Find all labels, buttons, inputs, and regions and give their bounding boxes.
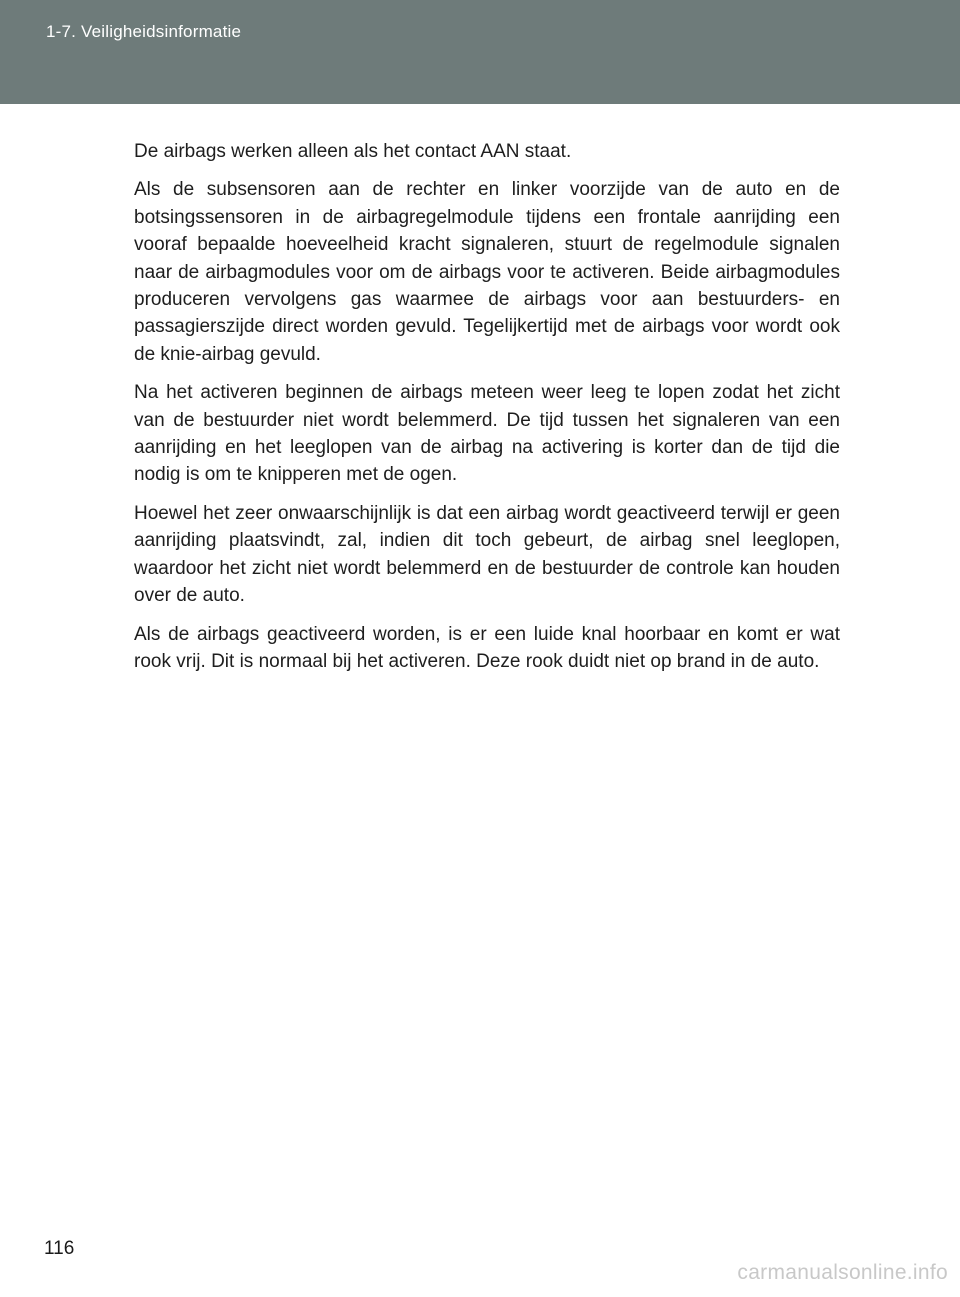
paragraph-airbag-activation-condition: De airbags werken alleen als het contact AAN staat. <box>134 141 572 162</box>
header-band <box>0 0 960 104</box>
paragraph-accidental-deployment: Hoewel het zeer onwaarschijnlijk is dat een airbag wordt geactiveerd terwijl er geen aanrijding plaatsvindt, zal, indien dit toch gebeurt, de airbag snel leeglopen, waardoor het zicht niet wordt belemmerd en de bestuurder de controle kan houden over de auto. <box>134 502 840 607</box>
page-content <box>134 138 840 686</box>
paragraph-sensor-deployment: Als de subsensoren aan de rechter en linker voorzijde van de auto en de botsingssensoren in de airbagregelmodule tijdens een frontale aanrijding een vooraf bepaalde hoeveelheid kracht signaleren, stuurt de regelmodule signalen naar de airbagmodules voor om de airbags voor te activeren. Beide airbagmodules produceren vervolgens gas waarmee de airbags voor aan bestuurders- en passagierszijde direct worden gevuld. Tegelijkertijd met de airbags voor wordt ook de knie-airbag gevuld. <box>134 179 840 365</box>
paragraph-deflation: Na het activeren beginnen de airbags meteen weer leeg te lopen zodat het zicht van de bestuurder niet wordt belemmerd. De tijd tussen het signaleren van een aanrijding en het leeglopen van de airbag na activering is korter dan de tijd die nodig is om te knipperen met de ogen. <box>134 382 840 486</box>
watermark: carmanualsonline.info <box>737 1261 948 1284</box>
section-title: 1-7. Veiligheidsinformatie <box>46 22 242 41</box>
paragraph-noise-and-smoke: Als de airbags geactiveerd worden, is er een luide knal hoorbaar en komt er wat rook vrij. Dit is normaal bij het activeren. Deze rook duidt niet op brand in de auto. <box>134 623 840 672</box>
page-number: 116 <box>44 1238 75 1259</box>
